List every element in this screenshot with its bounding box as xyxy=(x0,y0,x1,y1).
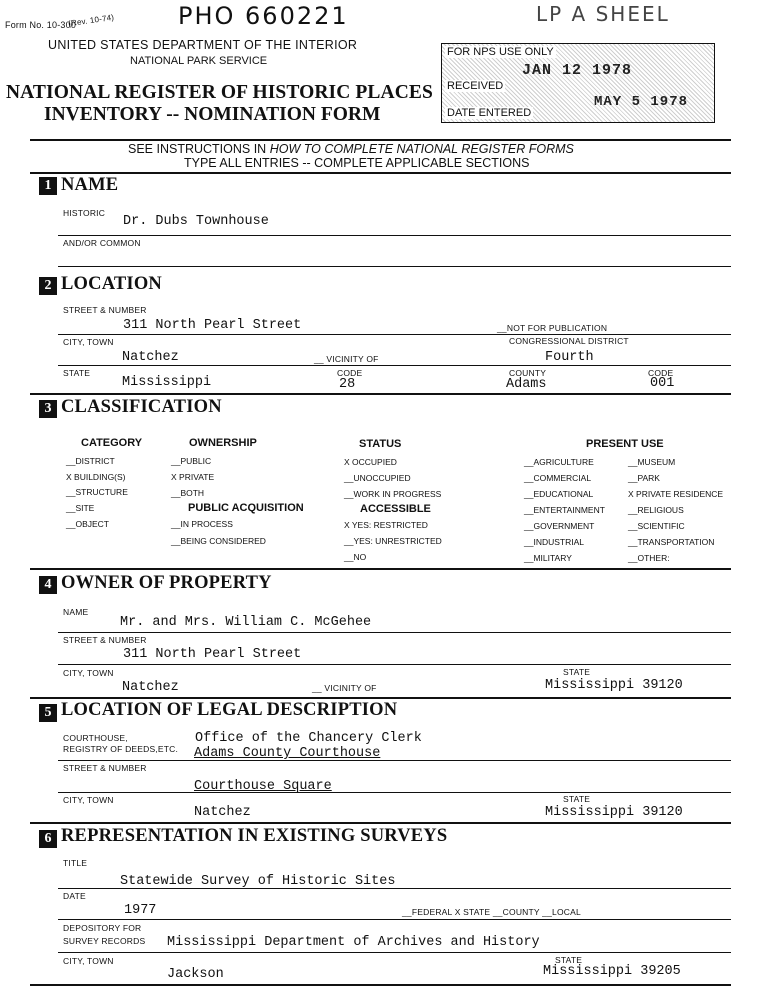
category-option: __DISTRICT xyxy=(66,456,115,466)
county-code-label: CODE xyxy=(648,368,674,378)
form-title-line1: NATIONAL REGISTER OF HISTORIC PLACES xyxy=(6,82,433,103)
county-label: COUNTY xyxy=(509,368,547,378)
ownership-option: __PUBLIC xyxy=(171,456,212,466)
present-use-option: __GOVERNMENT xyxy=(524,521,595,531)
courthouse-value-2: Adams County Courthouse xyxy=(194,746,381,761)
congressional-district-label: CONGRESSIONAL DISTRICT xyxy=(509,336,629,346)
section-number-2: 2 xyxy=(39,277,57,295)
category-option: __STRUCTURE xyxy=(66,487,128,497)
section-title-owner: OWNER OF PROPERTY xyxy=(61,573,272,593)
form-number: Form No. 10-300 xyxy=(5,20,77,30)
state-value: Mississippi xyxy=(122,375,212,390)
not-for-publication: __NOT FOR PUBLICATION xyxy=(497,323,608,333)
survey-date-label: DATE xyxy=(63,891,86,901)
accessible-option: X YES: RESTRICTED xyxy=(344,520,428,530)
owner-city-value: Natchez xyxy=(122,680,179,695)
owner-street-label: STREET & NUMBER xyxy=(63,635,147,645)
owner-street-value: 311 North Pearl Street xyxy=(123,647,302,662)
owner-city-label: CITY, TOWN xyxy=(63,668,114,678)
category-option: __OBJECT xyxy=(66,519,109,529)
owner-name-value: Mr. and Mrs. William C. McGehee xyxy=(120,615,372,630)
legal-state-value: Mississippi 39120 xyxy=(545,805,683,820)
present-use-option: __MILITARY xyxy=(524,553,572,563)
accessible-header: ACCESSIBLE xyxy=(360,503,431,515)
status-option: X OCCUPIED xyxy=(344,457,397,467)
survey-date-value: 1977 xyxy=(124,903,157,918)
section-title-legal-description: LOCATION OF LEGAL DESCRIPTION xyxy=(61,700,398,720)
state-code-value: 28 xyxy=(339,377,356,392)
owner-vicinity-of: __ VICINITY OF xyxy=(312,683,377,693)
historic-label: HISTORIC xyxy=(63,208,106,218)
instructions-line1: SEE INSTRUCTIONS IN HOW TO COMPLETE NATIONAL REGISTER FORMS xyxy=(128,142,574,156)
section-title-surveys: REPRESENTATION IN EXISTING SURVEYS xyxy=(61,826,448,846)
city-value: Natchez xyxy=(122,350,179,365)
form-revision: (Rev. 10-74) xyxy=(67,12,115,29)
present-use-option: __OTHER: xyxy=(628,553,670,563)
state-label: STATE xyxy=(63,368,91,378)
depository-city-value: Jackson xyxy=(167,967,224,982)
street-value: 311 North Pearl Street xyxy=(123,318,302,333)
instructions-line2: TYPE ALL ENTRIES -- COMPLETE APPLICABLE SECTIONS xyxy=(184,156,530,170)
survey-levels: __FEDERAL X STATE __COUNTY __LOCAL xyxy=(402,907,581,917)
depository-state-value: Mississippi 39205 xyxy=(543,964,681,979)
survey-title-value: Statewide Survey of Historic Sites xyxy=(120,874,396,889)
nps-box-label: FOR NPS USE ONLY xyxy=(447,46,554,58)
owner-state-label: STATE xyxy=(563,667,591,677)
legal-city-value: Natchez xyxy=(194,805,251,820)
category-option: __SITE xyxy=(66,503,95,513)
date-entered-stamp: MAY 5 1978 xyxy=(594,94,689,110)
depository-value: Mississippi Department of Archives and History xyxy=(167,935,540,950)
accessible-option: __NO xyxy=(344,552,367,562)
present-use-option: __TRANSPORTATION xyxy=(628,537,715,547)
present-use-option: __EDUCATIONAL xyxy=(524,489,594,499)
depository-label-1: DEPOSITORY FOR xyxy=(63,923,142,933)
present-use-option: __MUSEUM xyxy=(628,457,676,467)
received-label: RECEIVED xyxy=(447,80,504,92)
county-value: Adams xyxy=(506,377,547,392)
state-code-label: CODE xyxy=(337,368,363,378)
city-label: CITY, TOWN xyxy=(63,337,114,347)
present-use-option: __SCIENTIFIC xyxy=(628,521,685,531)
legal-street-value: Courthouse Square xyxy=(194,779,332,794)
legal-city-label: CITY, TOWN xyxy=(63,795,114,805)
depository-label-2: SURVEY RECORDS xyxy=(63,936,146,946)
historic-value: Dr. Dubs Townhouse xyxy=(123,214,269,229)
depository-state-label: STATE xyxy=(555,955,583,965)
accessible-option: __YES: UNRESTRICTED xyxy=(344,536,442,546)
common-label: AND/OR COMMON xyxy=(63,238,141,248)
category-option: X BUILDING(S) xyxy=(66,472,126,482)
ownership-option: __BOTH xyxy=(171,488,205,498)
section-number-5: 5 xyxy=(39,704,57,722)
section-number-6: 6 xyxy=(39,830,57,848)
status-option: __WORK IN PROGRESS xyxy=(344,489,442,499)
received-stamp: JAN 12 1978 xyxy=(522,62,633,79)
category-header: CATEGORY xyxy=(81,437,143,449)
present-use-option: __COMMERCIAL xyxy=(524,473,592,483)
vicinity-of: __ VICINITY OF xyxy=(314,354,379,364)
handwritten-id: PHO 660221 xyxy=(178,2,349,30)
present-use-option: __INDUSTRIAL xyxy=(524,537,584,547)
public-acquisition-header: PUBLIC ACQUISITION xyxy=(188,502,304,514)
status-option: __UNOCCUPIED xyxy=(344,473,411,483)
section-number-1: 1 xyxy=(39,177,57,195)
handwritten-top-right: LP A SHEEL xyxy=(536,2,670,26)
courthouse-value-1: Office of the Chancery Clerk xyxy=(195,731,422,746)
present-use-option: __RELIGIOUS xyxy=(628,505,684,515)
present-use-option: __AGRICULTURE xyxy=(524,457,594,467)
survey-title-label: TITLE xyxy=(63,858,88,868)
depository-city-label: CITY, TOWN xyxy=(63,956,114,966)
ownership-option: X PRIVATE xyxy=(171,472,215,482)
status-header: STATUS xyxy=(359,438,402,450)
owner-name-label: NAME xyxy=(63,607,89,617)
section-title-location: LOCATION xyxy=(61,274,162,294)
acquisition-option: __IN PROCESS xyxy=(171,519,233,529)
acquisition-option: __BEING CONSIDERED xyxy=(171,536,266,546)
form-title-line2: INVENTORY -- NOMINATION FORM xyxy=(44,104,381,125)
ownership-header: OWNERSHIP xyxy=(189,437,257,449)
date-entered-label: DATE ENTERED xyxy=(447,107,532,119)
service-name: NATIONAL PARK SERVICE xyxy=(130,55,268,67)
section-number-4: 4 xyxy=(39,576,57,594)
courthouse-label-1: COURTHOUSE, xyxy=(63,733,128,743)
courthouse-label-2: REGISTRY OF DEEDS,ETC. xyxy=(63,744,179,754)
present-use-header: PRESENT USE xyxy=(586,438,664,450)
present-use-option: X PRIVATE RESIDENCE xyxy=(628,489,724,499)
owner-state-value: Mississippi 39120 xyxy=(545,678,683,693)
nps-use-only-box xyxy=(441,43,715,123)
congressional-district-value: Fourth xyxy=(545,350,594,365)
present-use-option: __ENTERTAINMENT xyxy=(524,505,605,515)
agency-name: UNITED STATES DEPARTMENT OF THE INTERIOR xyxy=(48,38,358,52)
section-title-name: NAME xyxy=(61,175,119,195)
legal-state-label: STATE xyxy=(563,794,591,804)
legal-street-label: STREET & NUMBER xyxy=(63,763,147,773)
county-code-value: 001 xyxy=(650,376,675,391)
present-use-option: __PARK xyxy=(628,473,660,483)
street-label: STREET & NUMBER xyxy=(63,305,147,315)
section-number-3: 3 xyxy=(39,400,57,418)
section-title-classification: CLASSIFICATION xyxy=(61,397,222,417)
